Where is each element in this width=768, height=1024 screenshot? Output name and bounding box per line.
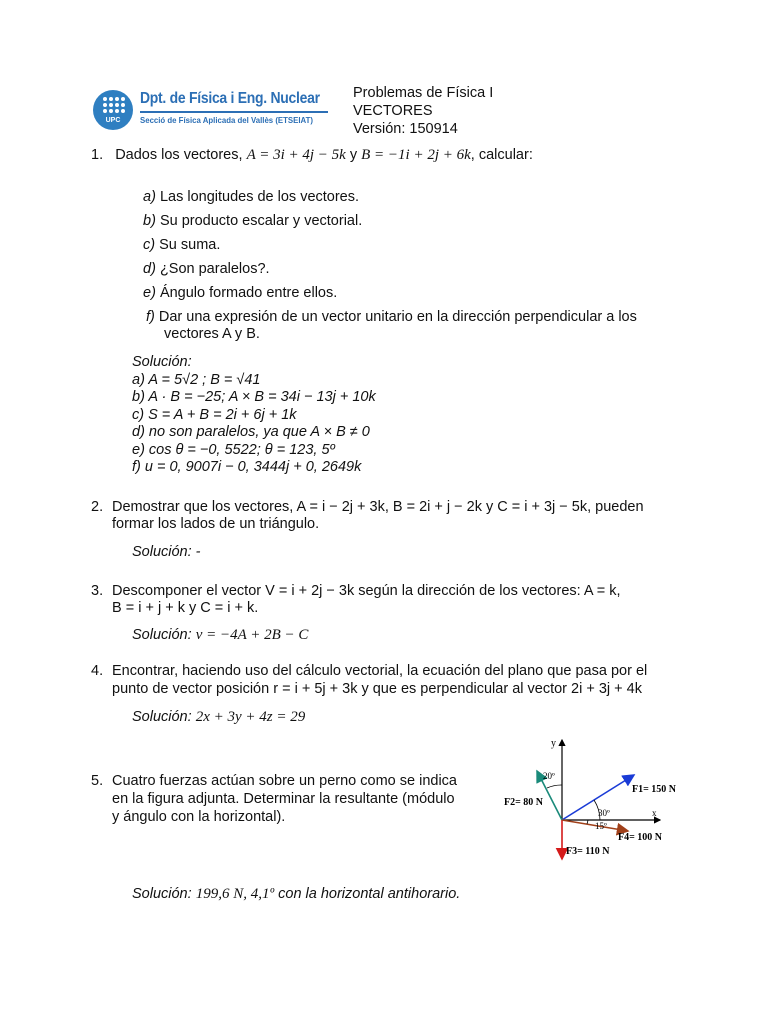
solution-line: Solución: 2x + 3y + 4z = 29	[132, 709, 306, 725]
solution-line: a) A = 5√2 ; B = √41	[132, 372, 261, 388]
problem-number: 2.	[91, 499, 104, 515]
list-item: b) Su producto escalar y vectorial.	[143, 213, 363, 229]
axis-y-label: y	[551, 738, 556, 749]
problem-1-tail: , calcular:	[470, 147, 533, 163]
solution-line: Solución: v = −4A + 2B − C	[132, 627, 309, 643]
logo-title: Dpt. de Física i Eng. Nuclear	[140, 90, 320, 107]
logo-mark: UPC	[105, 117, 121, 124]
conjunction: y	[349, 147, 358, 163]
problem-3-line: Descomponer el vector V = i + 2j − 3k según la dirección de los vectores: A = k,	[112, 583, 621, 599]
upc-logo-icon	[93, 90, 133, 130]
logo-divider	[140, 111, 328, 113]
vector-a: A = 3i + 4j − 5k	[246, 147, 346, 163]
problem-1-intro: Dados los vectores,	[115, 147, 243, 163]
solution-line: c) S = A + B = 2i + 6j + 1k	[132, 407, 297, 423]
list-item: f) Dar una expresión de un vector unitario en la dirección perpendicular a los	[146, 309, 637, 325]
angle-f1-label: 30º	[598, 808, 610, 818]
list-item: c) Su suma.	[143, 237, 221, 253]
solution-line: b) A · B = −25; A × B = 34i − 13j + 10k	[132, 389, 376, 405]
force-f2-label: F2= 80 N	[504, 797, 544, 808]
angle-f4-label: 15º	[595, 821, 607, 831]
problem-5-line: en la figura adjunta. Determinar la resultante (módulo	[112, 791, 455, 807]
problem-2-line: Demostrar que los vectores, A = i − 2j + 3k, B = 2i + j − 2k y C = i + 3j − 5k, pueden	[112, 499, 644, 515]
doc-subtitle: VECTORES	[353, 103, 433, 119]
problem-3-line: B = i + j + k y C = i + k.	[112, 600, 259, 616]
problem-5-line: Cuatro fuerzas actúan sobre un perno como se indica	[112, 773, 457, 789]
problem-4-line: punto de vector posición r = i + 5j + 3k y que es perpendicular al vector 2i + 3j + 4k	[112, 681, 642, 697]
list-item-continuation: vectores A y B.	[164, 326, 260, 342]
solution-line: f) u = 0, 9007i − 0, 3444j + 0, 2649k	[132, 459, 362, 475]
logo-subtitle: Secció de Física Aplicada del Vallès (ETSEIAT)	[140, 115, 313, 125]
doc-title: Problemas de Física I	[353, 85, 494, 101]
force-f1-label: F1= 150 N	[632, 784, 677, 795]
list-item: d) ¿Son paralelos?.	[143, 261, 270, 277]
problem-4-line: Encontrar, haciendo uso del cálculo vectorial, la ecuación del plano que pasa por el	[112, 663, 648, 679]
solution-line: Solución: 199,6 N, 4,1º con la horizontal antihorario.	[132, 886, 461, 902]
solution-line: e) cos θ = −0, 5522; θ = 123, 5º	[132, 442, 335, 458]
solution-line: Solución: -	[132, 544, 201, 560]
list-item: e) Ángulo formado entre ellos.	[143, 285, 338, 301]
problem-number: 1.	[91, 147, 104, 163]
force-diagram	[500, 735, 695, 865]
force-f4-label: F4= 100 N	[618, 832, 663, 843]
solution-label: Solución:	[132, 354, 192, 370]
problem-number: 5.	[91, 773, 104, 789]
solution-line: d) no son paralelos, ya que A × B ≠ 0	[132, 424, 370, 440]
problem-2-line: formar los lados de un triángulo.	[112, 516, 320, 532]
problem-number: 4.	[91, 663, 104, 679]
problem-1-statement	[91, 146, 533, 164]
logo-dots-icon	[93, 90, 133, 130]
list-item: a) Las longitudes de los vectores.	[143, 189, 360, 205]
problem-number: 3.	[91, 583, 104, 599]
vector-b: B = −1i + 2j + 6k	[361, 147, 471, 163]
doc-version: Versión: 150914	[353, 121, 458, 137]
axis-x-label: x	[652, 808, 657, 818]
problem-5-line: y ángulo con la horizontal).	[112, 809, 286, 825]
force-f3-label: F3= 110 N	[566, 846, 610, 857]
angle-f2-label: 20º	[543, 771, 555, 781]
